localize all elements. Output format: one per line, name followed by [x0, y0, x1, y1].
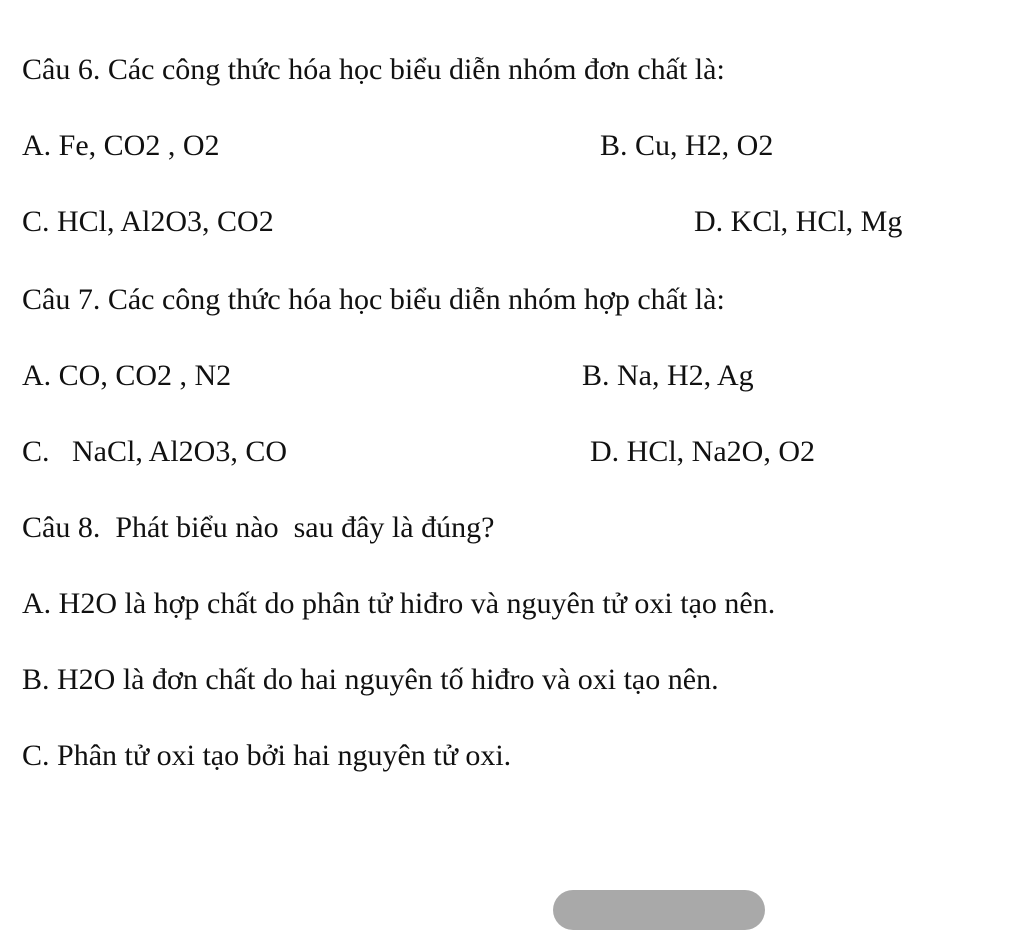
q6-option-c: C. HCl, Al2O3, CO2 [22, 205, 274, 238]
home-indicator-bar[interactable] [553, 890, 765, 930]
q8-option-b: B. H2O là đơn chất do hai nguyên tố hiđro và oxi tạo nên. [22, 663, 719, 696]
q7-option-c: C. NaCl, Al2O3, CO [22, 435, 288, 468]
question-7: Câu 7. Các công thức hóa học biểu diễn nhóm hợp chất là: [22, 283, 725, 316]
q8-option-c: C. Phân tử oxi tạo bởi hai nguyên tử oxi. [22, 739, 512, 772]
q6-option-d: D. KCl, HCl, Mg [694, 205, 903, 238]
question-8: Câu 8. Phát biểu nào sau đây là đúng? [22, 511, 495, 544]
q7-option-b: B. Na, H2, Ag [582, 359, 754, 392]
q7-option-d: D. HCl, Na2O, O2 [590, 435, 815, 468]
q7-option-a: A. CO, CO2 , N2 [22, 359, 232, 392]
q6-option-a: A. Fe, CO2 , O2 [22, 129, 220, 162]
q8-option-a: A. H2O là hợp chất do phân tử hiđro và nguyên tử oxi tạo nên. [22, 587, 776, 620]
question-6: Câu 6. Các công thức hóa học biểu diễn nhóm đơn chất là: [22, 53, 725, 86]
q6-option-b: B. Cu, H2, O2 [600, 129, 774, 162]
